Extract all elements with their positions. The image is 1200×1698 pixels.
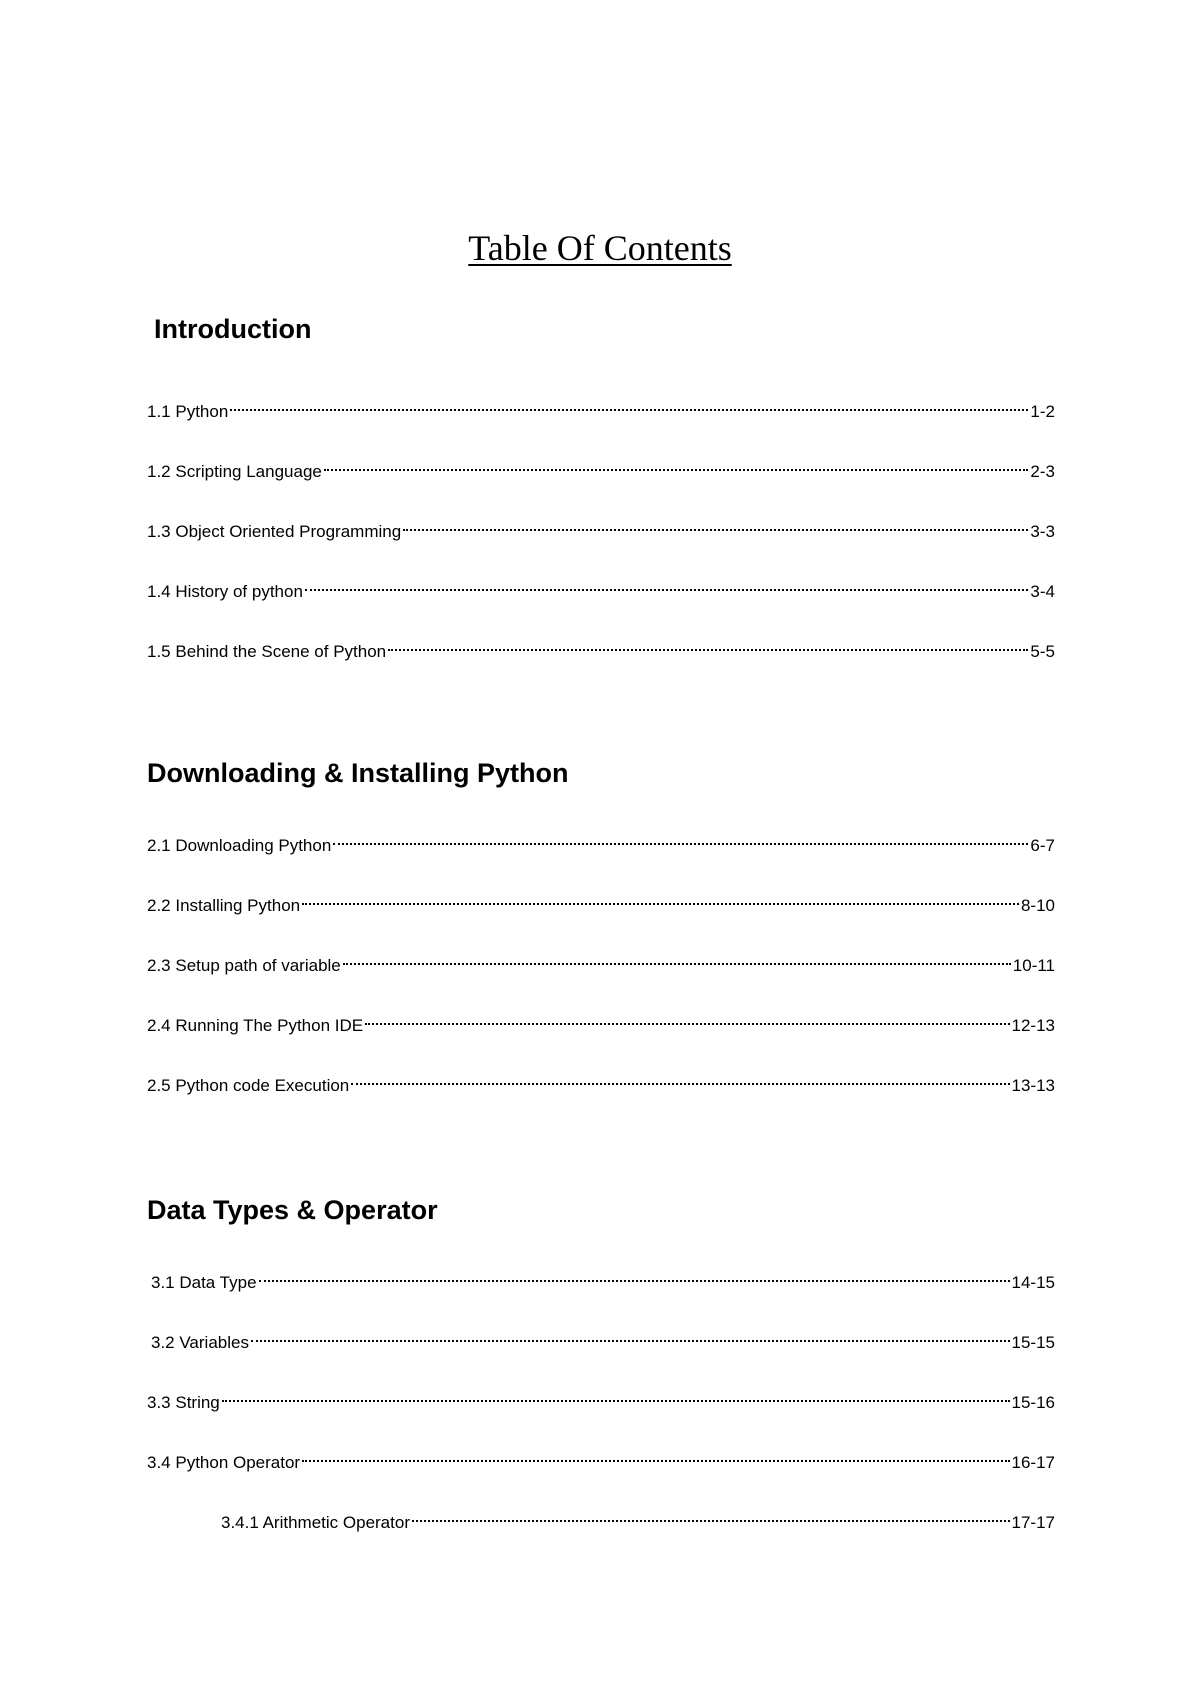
toc-entry[interactable]: [147, 825, 1055, 855]
dot-leader: [365, 1005, 1009, 1031]
section-heading-data-types: Data Types & Operator: [147, 1195, 438, 1225]
toc-entry-label: 2.2 Installing Python: [147, 896, 301, 915]
dot-leader: [302, 885, 1019, 911]
toc-entry[interactable]: [151, 1262, 1055, 1292]
toc-entry[interactable]: [147, 1382, 1055, 1412]
toc-entry-label: 2.5 Python code Execution: [147, 1076, 350, 1095]
toc-entry[interactable]: [147, 1442, 1055, 1472]
dot-leader: [403, 511, 1028, 537]
toc-entry-pages: 10-11: [1012, 956, 1055, 975]
toc-entry[interactable]: [147, 511, 1055, 541]
toc-entry-pages: 12-13: [1011, 1016, 1055, 1035]
toc-entry-label: 2.4 Running The Python IDE: [147, 1016, 364, 1035]
toc-entry[interactable]: [147, 1065, 1055, 1095]
toc-entry-pages: 5-5: [1030, 642, 1055, 661]
page-title: Table Of Contents: [468, 228, 732, 268]
toc-entry[interactable]: [147, 391, 1055, 421]
dot-leader: [333, 825, 1028, 851]
toc-entry-pages: 15-15: [1011, 1333, 1055, 1352]
toc-entry-label: 3.3 String: [147, 1393, 220, 1412]
toc-entry-label: 3.4 Python Operator: [147, 1453, 301, 1472]
toc-entry-pages: 14-15: [1011, 1273, 1055, 1292]
toc-entry[interactable]: [147, 451, 1055, 481]
toc-entry[interactable]: [151, 1322, 1055, 1352]
toc-entry-pages: 3-3: [1030, 522, 1055, 541]
toc-entry-label: 3.4.1 Arithmetic Operator: [221, 1513, 410, 1532]
toc-entry-pages: 3-4: [1030, 582, 1055, 601]
dot-leader: [251, 1322, 1010, 1348]
toc-entry[interactable]: [147, 945, 1055, 975]
toc-entry-label: 2.3 Setup path of variable: [147, 956, 341, 975]
dot-leader: [230, 391, 1028, 417]
dot-leader: [388, 631, 1028, 657]
dot-leader: [302, 1442, 1009, 1468]
toc-entry-pages: 1-2: [1030, 402, 1055, 421]
dot-leader: [305, 571, 1029, 597]
toc-entry-pages: 8-10: [1020, 896, 1055, 915]
toc-entry-label: 3.2 Variables: [151, 1333, 249, 1352]
toc-entry-label: 3.1 Data Type: [151, 1273, 257, 1292]
toc-entry[interactable]: [147, 571, 1055, 601]
dot-leader: [343, 945, 1011, 971]
toc-entry-pages: 13-13: [1011, 1076, 1055, 1095]
toc-entry[interactable]: [147, 1005, 1055, 1035]
toc-entry-label: 1.5 Behind the Scene of Python: [147, 642, 387, 661]
dot-leader: [222, 1382, 1010, 1408]
toc-entry[interactable]: [221, 1502, 1055, 1532]
section-heading-downloading: Downloading & Installing Python: [147, 758, 569, 788]
section-heading-introduction: Introduction: [154, 314, 312, 344]
dot-leader: [351, 1065, 1009, 1091]
toc-entry-pages: 15-16: [1011, 1393, 1055, 1412]
toc-entry[interactable]: [147, 631, 1055, 661]
dot-leader: [412, 1502, 1010, 1528]
toc-entry-label: 1.3 Object Oriented Programming: [147, 522, 402, 541]
dot-leader: [324, 451, 1029, 477]
toc-entry-pages: 17-17: [1011, 1513, 1055, 1532]
toc-entry-label: 1.4 History of python: [147, 582, 303, 601]
toc-entry-label: 1.2 Scripting Language: [147, 462, 322, 481]
toc-entry[interactable]: [147, 885, 1055, 915]
dot-leader: [259, 1262, 1010, 1288]
toc-entry-label: 2.1 Downloading Python: [147, 836, 332, 855]
toc-entry-pages: 6-7: [1030, 836, 1055, 855]
toc-entry-label: 1.1 Python: [147, 402, 229, 421]
toc-entry-pages: 2-3: [1030, 462, 1055, 481]
toc-entry-pages: 16-17: [1011, 1453, 1055, 1472]
